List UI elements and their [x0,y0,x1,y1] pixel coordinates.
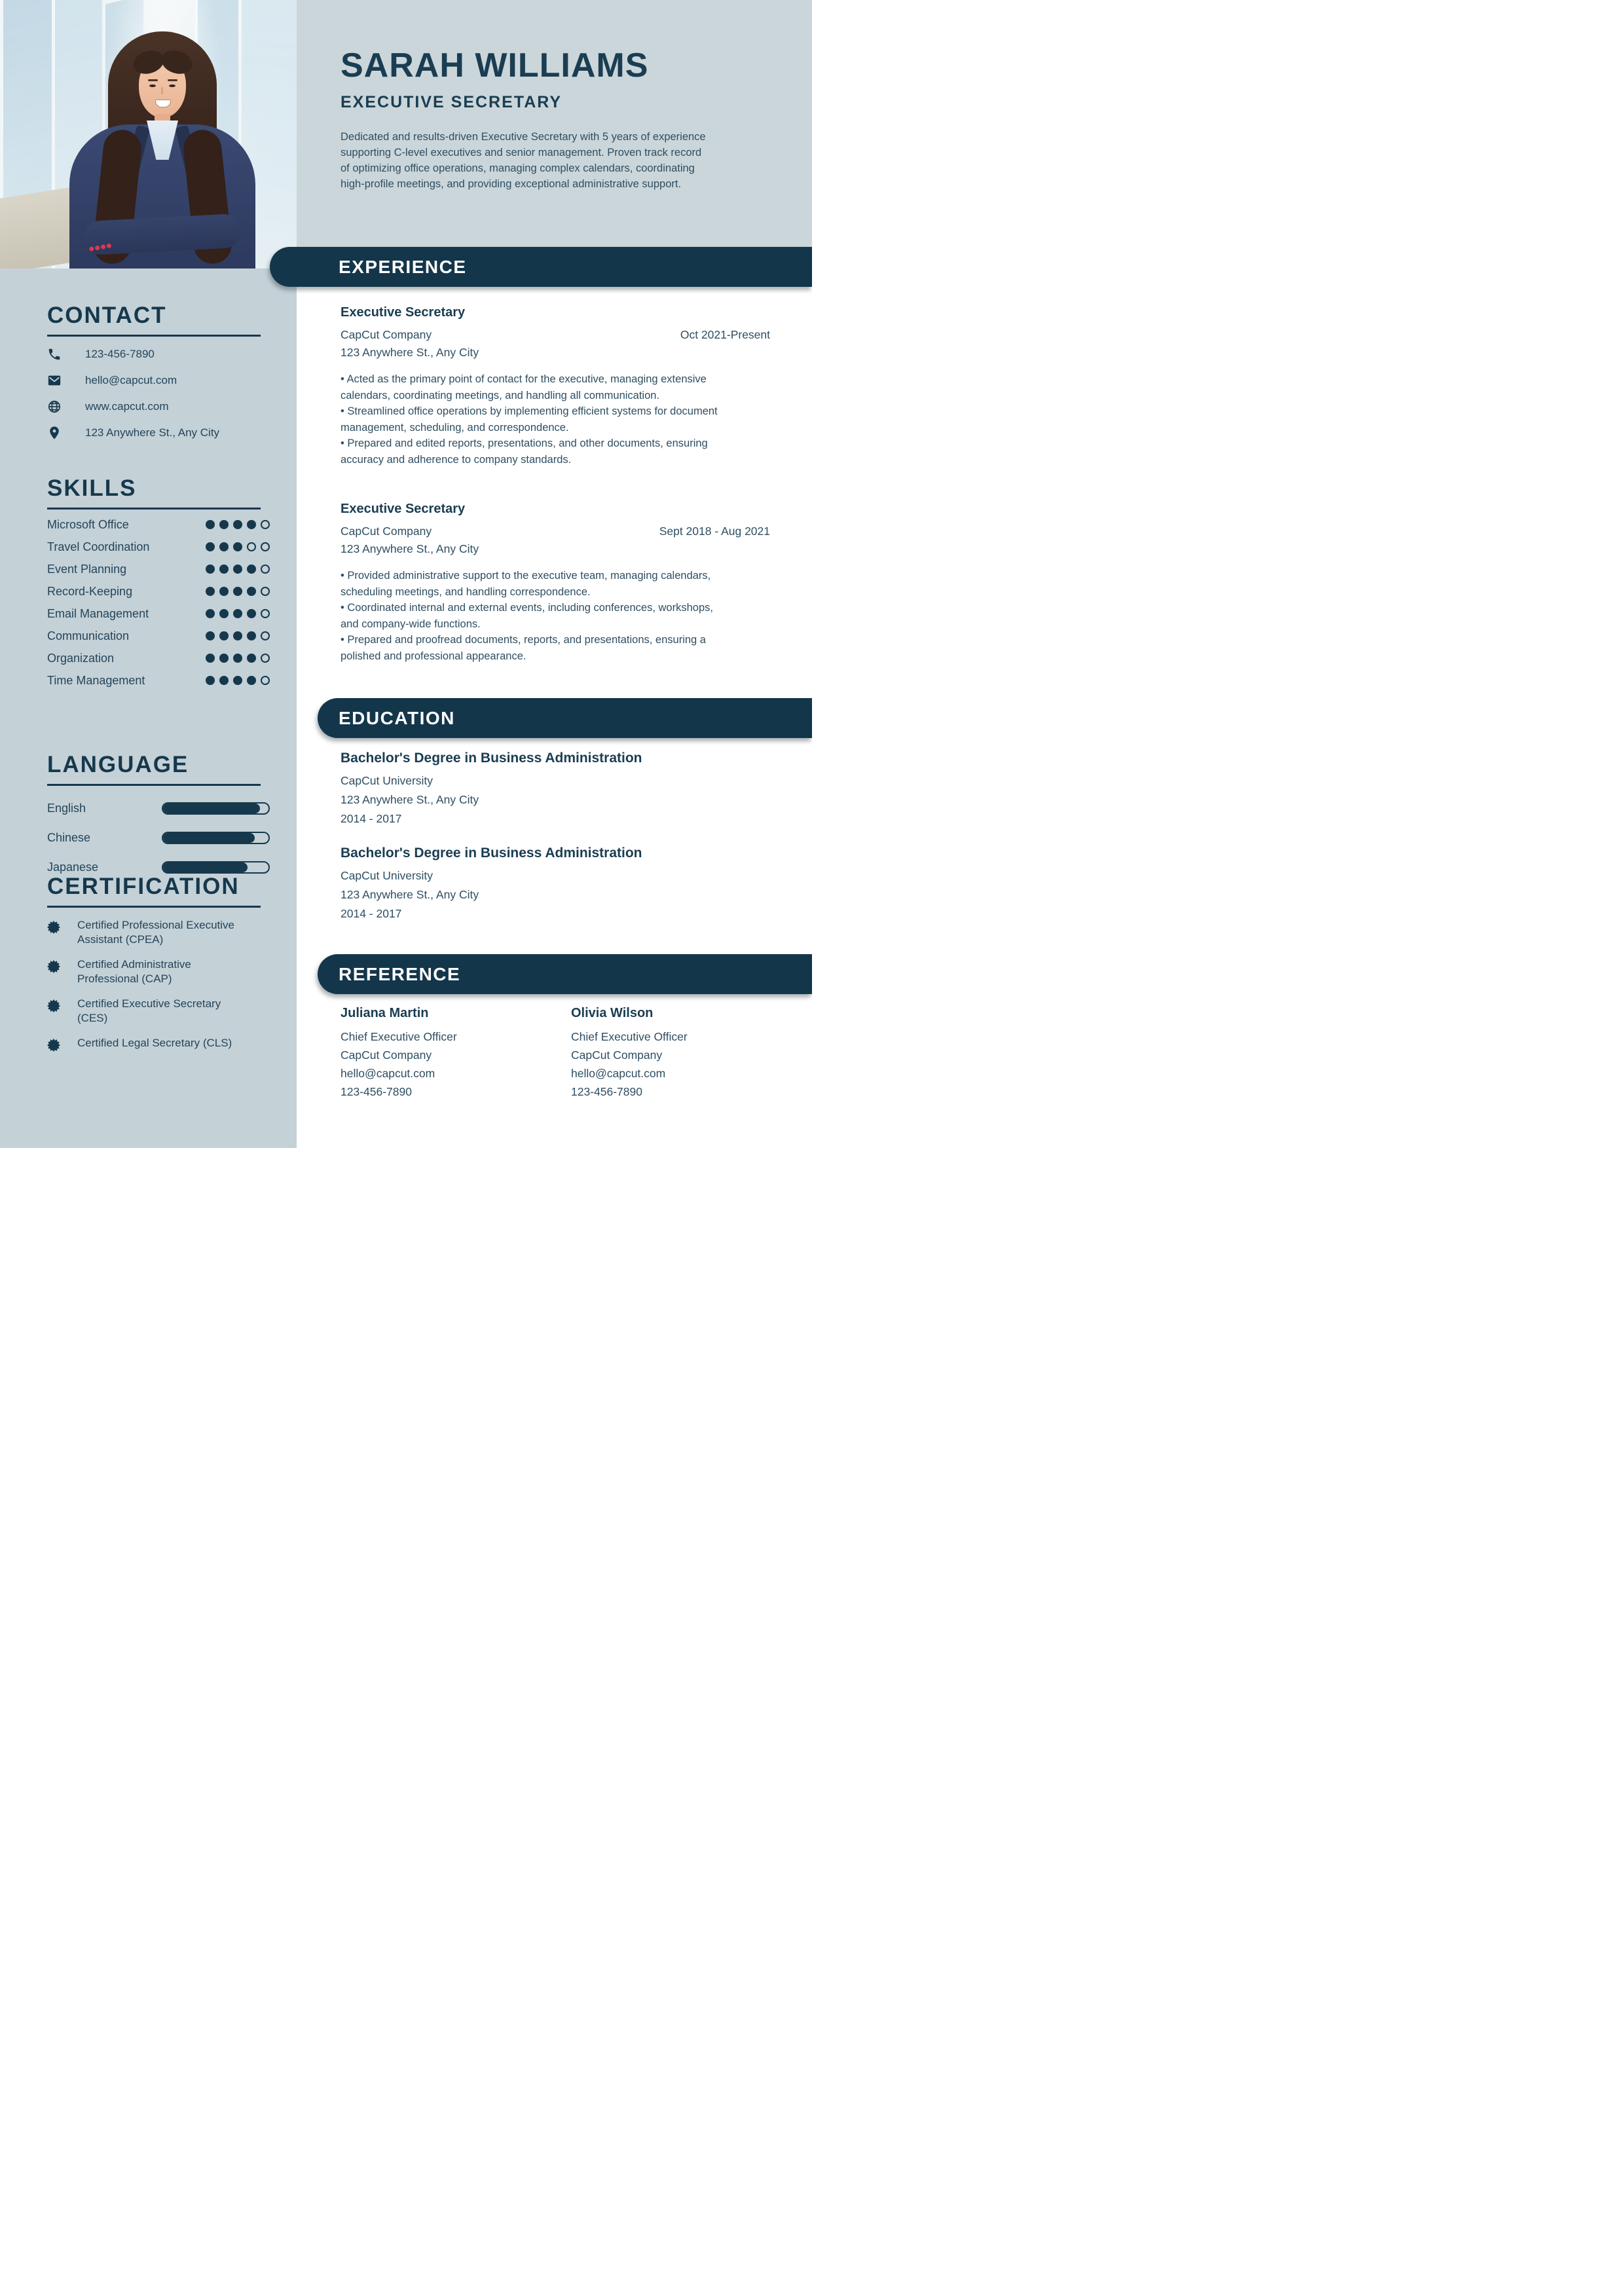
globe-icon [47,399,62,414]
degree-title: Bachelor's Degree in Business Administration [341,750,642,766]
certification-item [47,957,270,986]
skill-dot-filled [219,631,229,640]
job-bullet-list [341,568,733,664]
experience-entry [341,502,770,664]
language-label: Chinese [47,830,91,844]
job-title: Executive Secretary [341,305,466,320]
skill-label: Organization [47,651,115,665]
section-divider [47,784,261,786]
skill-dot-filled [247,654,256,663]
skill-label: Travel Coordination [47,540,150,553]
language-level-bar [162,861,270,874]
education-dates: 2014 - 2017 [341,907,402,920]
skill-dot-empty [261,565,270,574]
skill-dot-filled [206,631,215,640]
skill-dot-empty [261,587,270,596]
skill-dot-filled [219,542,229,551]
experience-heading: EXPERIENCE [339,256,467,277]
profile-photo [0,0,297,268]
reference-name: Olivia Wilson [571,1006,654,1020]
language-heading: LANGUAGE [47,752,189,777]
skill-dot-empty [261,520,270,529]
school-name: CapCut University [341,869,434,882]
skill-dot-filled [247,587,256,596]
degree-title: Bachelor's Degree in Business Administration [341,845,642,861]
language-label: English [47,801,86,815]
education-banner [318,698,812,738]
reference-phone: 123-456-7890 [341,1085,412,1098]
skill-dot-filled [206,565,215,574]
skill-dot-filled [219,654,229,663]
reference-entry [341,1006,557,1099]
experience-banner [270,247,812,287]
contact-item-phone [47,346,270,363]
photo-person-eyebrow [168,79,177,81]
skill-dot-filled [233,587,242,596]
profile-summary: Dedicated and results-driven Executive Secretary with 5 years of experience supporting C-level executives and senior management. Proven track record of optimizing office operations, managing complex calendars, coordinating high-profile meetings, and providing exceptional administrative support. [341,131,706,190]
section-divider [47,906,261,908]
education-entry [341,845,770,921]
skill-level-dots [206,565,270,574]
skill-dot-filled [233,565,242,574]
skill-dot-filled [247,520,256,529]
resume-page [0,0,812,1148]
certification-label: Certified Administrative Professional (CAP) [77,958,191,985]
language-label: Japanese [47,860,99,874]
skill-dot-filled [206,587,215,596]
contact-item-email [47,372,270,389]
badge-icon [47,999,60,1012]
language-level-fill [163,862,248,872]
contact-phone: 123-456-7890 [85,348,155,360]
skill-dot-empty [261,676,270,685]
photo-person-eyebrow [148,79,158,81]
skill-dot-empty [261,654,270,663]
certification-section [47,874,270,1052]
skill-dot-filled [206,609,215,618]
skill-level-dots [206,676,270,685]
skill-dot-filled [247,676,256,685]
job-company: CapCut Company [341,328,432,341]
skill-dot-filled [206,654,215,663]
skill-row [47,651,270,665]
job-bullet: • Streamlined office operations by implementing efficient systems for document management, scheduling, and correspondence. [341,403,733,435]
certification-heading: CERTIFICATION [47,874,240,899]
job-company: CapCut Company [341,525,432,538]
section-divider [47,335,261,337]
reference-banner [318,954,812,994]
person-name: SARAH WILLIAMS [341,46,649,84]
person-title: EXECUTIVE SECRETARY [341,93,563,111]
skill-row [47,584,270,599]
skill-label: Email Management [47,606,149,620]
contact-website: www.capcut.com [85,400,169,413]
reference-role: Chief Executive Officer [571,1030,688,1043]
skill-label: Record-Keeping [47,584,133,598]
skill-label: Event Planning [47,562,127,576]
language-level-bar [162,802,270,815]
skill-dot-empty [261,542,270,551]
certification-item [47,918,270,947]
language-section [47,752,270,874]
job-bullet: • Coordinated internal and external events, including conferences, workshops, and company-wide functions. [341,600,733,632]
reference-entry [571,1006,787,1099]
contact-heading: CONTACT [47,303,167,328]
skill-dot-filled [219,520,229,529]
skills-section [47,475,270,688]
badge-icon [47,1039,60,1052]
contact-email: hello@capcut.com [85,374,177,386]
job-location: 123 Anywhere St., Any City [341,346,479,359]
skill-row [47,540,270,554]
job-dates: Oct 2021-Present [680,328,770,341]
certification-label: Certified Executive Secretary (CES) [77,997,221,1024]
reference-phone: 123-456-7890 [571,1085,642,1098]
school-location: 123 Anywhere St., Any City [341,793,479,806]
skills-heading: SKILLS [47,475,137,501]
education-entry [341,750,770,826]
email-icon [47,373,62,388]
phone-icon [47,347,62,361]
contact-address: 123 Anywhere St., Any City [85,426,220,439]
skill-dot-empty [261,631,270,640]
language-row [47,860,270,874]
reference-heading: REFERENCE [339,963,461,984]
skill-level-dots [206,609,270,618]
skill-dot-empty [247,542,256,551]
skill-row [47,629,270,643]
language-level-fill [163,833,255,843]
skill-row [47,562,270,576]
skill-dot-filled [247,631,256,640]
contact-item-address [47,424,270,441]
skill-dot-filled [233,631,242,640]
skill-dot-filled [219,609,229,618]
school-location: 123 Anywhere St., Any City [341,888,479,901]
skill-dot-filled [219,565,229,574]
experience-entry [341,305,770,468]
skill-dot-filled [233,676,242,685]
reference-company: CapCut Company [341,1048,432,1062]
contact-section [47,303,270,441]
skill-label: Communication [47,629,130,642]
skill-dot-filled [247,565,256,574]
job-bullet: • Prepared and proofread documents, reports, and presentations, ensuring a polished and professional appearance. [341,632,733,664]
job-bullet: • Acted as the primary point of contact for the executive, managing extensive calendars, coordinating meetings, and handling all communication. [341,371,733,403]
job-bullet-list [341,371,733,468]
certification-label: Certified Legal Secretary (CLS) [77,1037,232,1049]
language-level-bar [162,832,270,844]
school-name: CapCut University [341,774,434,787]
skill-dot-filled [219,676,229,685]
skill-row [47,517,270,532]
skill-dot-filled [233,520,242,529]
skill-dot-filled [233,609,242,618]
language-row [47,830,270,845]
certification-item [47,997,270,1026]
reference-name: Juliana Martin [341,1006,429,1020]
job-location: 123 Anywhere St., Any City [341,542,479,555]
skill-row [47,606,270,621]
skill-row [47,673,270,688]
skill-level-dots [206,542,270,551]
skill-dot-filled [219,587,229,596]
badge-icon [47,921,60,934]
photo-person-eye [169,84,175,87]
job-dates: Sept 2018 - Aug 2021 [659,525,770,538]
skill-dot-filled [233,542,242,551]
reference-company: CapCut Company [571,1048,663,1062]
skill-dot-empty [261,609,270,618]
job-bullet: • Prepared and edited reports, presentations, and other documents, ensuring accuracy and adherence to company standards. [341,435,733,468]
certification-label: Certified Professional Executive Assistant (CPEA) [77,919,235,946]
skill-level-dots [206,631,270,640]
skill-dot-filled [206,520,215,529]
location-icon [47,426,62,440]
education-heading: EDUCATION [339,707,455,728]
badge-icon [47,960,60,973]
section-divider [47,508,261,509]
job-title: Executive Secretary [341,502,466,516]
photo-person-eye [149,84,156,87]
reference-role: Chief Executive Officer [341,1030,457,1043]
education-dates: 2014 - 2017 [341,812,402,825]
language-level-fill [163,804,260,813]
language-row [47,801,270,815]
skill-label: Time Management [47,673,145,687]
contact-item-website [47,398,270,415]
skill-dot-filled [247,609,256,618]
skill-label: Microsoft Office [47,517,129,531]
photo-person-nose [161,87,163,94]
identity-block [341,46,740,192]
reference-email: hello@capcut.com [571,1067,666,1080]
skill-dot-filled [206,676,215,685]
skill-level-dots [206,587,270,596]
skill-dot-filled [206,542,215,551]
skill-level-dots [206,654,270,663]
skill-dot-filled [233,654,242,663]
certification-item [47,1036,270,1052]
reference-email: hello@capcut.com [341,1067,435,1080]
job-bullet: • Provided administrative support to the executive team, managing calendars, scheduling meetings, and handling correspondence. [341,568,733,600]
skill-level-dots [206,520,270,529]
